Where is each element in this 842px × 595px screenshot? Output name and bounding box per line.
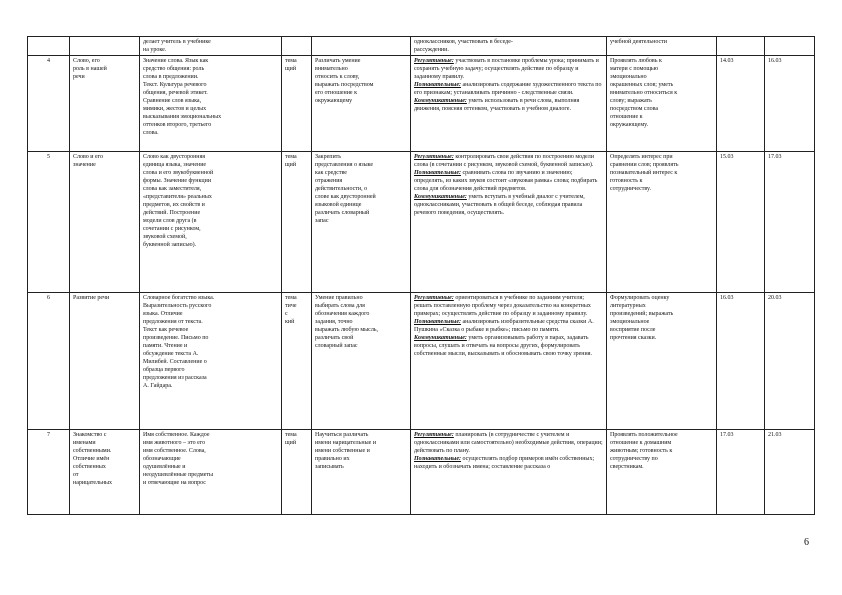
learning-action-label: Коммуникативные:: [414, 98, 467, 104]
table-row: [28, 293, 815, 430]
actual-date-cell: 17.03: [765, 152, 815, 293]
learning-action-text: контролировать свои действия по построению модели слова (в сочетании с рисунком, звуковой схемой, буквенной записью).: [414, 154, 594, 168]
learning-action-paragraph: [414, 97, 603, 113]
learning-action-paragraph: [414, 294, 603, 318]
table-row: [28, 37, 815, 56]
learning-action-text: уметь вступать в учебный диалог с учителем, одноклассниками, участвовать в общей беседе, соблюдая правила речевого поведения, осуществлять.: [414, 194, 585, 216]
lesson-type-cell: тема щий: [282, 152, 312, 293]
learning-action-text: участвовать в постановке проблемы урока; принимать и сохранять учебную задачу; осуществлять действие по образцу и заданному правилу.: [414, 58, 599, 80]
personal-results-cell: Определять интерес при сравнении слов; проявлять познавательный интерес к готовность к сотрудничеству.: [607, 152, 717, 293]
learning-action-label: Регулятивные:: [414, 154, 454, 160]
actual-date-cell: 16.03: [765, 56, 815, 152]
lesson-type-cell: тема щий: [282, 430, 312, 515]
learning-action-label: Познавательные:: [414, 319, 461, 325]
lesson-topic-cell: Слово и его значение: [70, 152, 140, 293]
learning-action-paragraph: [414, 193, 603, 217]
learning-action-label: Коммуникативные:: [414, 335, 467, 341]
learning-action-paragraph: [414, 153, 603, 169]
subject-skills-cell: Различать умение внимательно относить к слову, выражать посредством его отношение к окружающему: [312, 56, 411, 152]
actual-date-cell: 21.03: [765, 430, 815, 515]
learning-action-label: Познавательные:: [414, 170, 461, 176]
table-row: [28, 152, 815, 293]
lesson-type-cell: тема щий: [282, 56, 312, 152]
learning-action-text: уметь организовывать работу в парах, задавать вопросы, слушать и отвечать на вопросы других, формулировать собственные мысли, высказывать и обосновывать свою точку зрения.: [414, 335, 592, 357]
learning-action-label: Познавательные:: [414, 82, 461, 88]
learning-action-paragraph: [414, 318, 603, 334]
lesson-topic-cell: [70, 37, 140, 56]
learning-action-paragraph: [414, 57, 603, 81]
personal-results-cell: Формулировать оценку литературных произведений; выражать эмоциональное восприятие после прочтения сказки.: [607, 293, 717, 430]
learning-action-label: Коммуникативные:: [414, 194, 467, 200]
planned-date-cell: 14.03: [717, 56, 765, 152]
personal-results-cell: Проявлять положительное отношение к домашним животным; готовность к сотрудничеству по сверстникам.: [607, 430, 717, 515]
learning-actions-cell: [411, 56, 607, 152]
lesson-number-cell: [28, 37, 70, 56]
actual-date-cell: 20.03: [765, 293, 815, 430]
lesson-topic-cell: Знакомство с именами собственными. Отличие имён собственных от нарицательных: [70, 430, 140, 515]
lesson-number-cell: 7: [28, 430, 70, 515]
lesson-content-cell: Слово как двусторонняя единица языка, значение слова и его звукобуквенной формы. Значение функции слова как заместителя, «представителя» реальных предметов, их свойств и действий. Построение модели слов друга (в сочетании с рисунком, звуковой схемой, буквенной записью).: [140, 152, 282, 293]
lesson-type-cell: тема тиче с кий: [282, 293, 312, 430]
learning-actions-cell: [411, 430, 607, 515]
lesson-type-cell: [282, 37, 312, 56]
lesson-number-cell: 4: [28, 56, 70, 152]
lesson-topic-cell: Слово, его роль в нашей речи: [70, 56, 140, 152]
learning-action-label: Регулятивные:: [414, 432, 454, 438]
learning-actions-cell: [411, 293, 607, 430]
lesson-content-cell: Словарное богатство языка. Выразительность русского языка. Отличие предложения от текста. Текст как речевое произведение. Письмо по памяти. Чтение и обсуждение текста А. Милибей. Составление о образца первого предложения из рассказа А. Гайдара.: [140, 293, 282, 430]
actual-date-cell: [765, 37, 815, 56]
page-number: 6: [804, 537, 809, 548]
learning-action-text: сравнивать слова по звучанию и значению; определять, из каких звуков состоит «звуковая рамка» слова; подбирать слова для обозначения действий предметов.: [414, 170, 598, 192]
learning-action-label: Регулятивные:: [414, 295, 454, 301]
subject-skills-cell: Умение правильно выбирать слова для обозначения каждого задания, точно выражать любую мысль, различать свой словарный запас: [312, 293, 411, 430]
personal-results-cell: Проявлять любовь к матери с помощью эмоционально окрашенных слов; уметь внимательно относиться к слову; выражать посредством слова отношение к окружающему.: [607, 56, 717, 152]
planned-date-cell: 16.03: [717, 293, 765, 430]
learning-action-label: Познавательные:: [414, 456, 461, 462]
learning-action-text: осуществлять подбор примеров имён собственных; находить и обозначать имена; составление рассказа о: [414, 456, 595, 470]
learning-action-text: анализировать изобразительные средства сказки А. Пушкина «Сказка о рыбаке и рыбке»; письмо по памяти.: [414, 319, 594, 333]
table-row: [28, 56, 815, 152]
learning-action-paragraph: [414, 169, 603, 193]
lesson-content-cell: Имя собственное. Каждое имя животного – это его имя собственное. Слова, обозначающие одушевлённые и неодушевлённые предметы и отвечающие на вопрос: [140, 430, 282, 515]
learning-action-text: уметь использовать в речи слова, выполняя движения, поясняя оттенком, участвовать в учебном диалоге.: [414, 98, 580, 112]
lesson-number-cell: 5: [28, 152, 70, 293]
learning-action-text: анализировать содержание художественного текста по его признакам; устанавливать причинно - следственные связи.: [414, 82, 602, 96]
subject-skills-cell: Закрепить представления о языке как средстве отражения действительности, о слове как двусторонней языковой единице различать словарный запас: [312, 152, 411, 293]
planned-date-cell: 17.03: [717, 430, 765, 515]
planned-date-cell: [717, 37, 765, 56]
personal-results-cell: учебной деятельности: [607, 37, 717, 56]
learning-actions-cell: [411, 37, 607, 56]
planned-date-cell: 15.03: [717, 152, 765, 293]
learning-action-paragraph: [414, 38, 603, 54]
learning-action-text: одноклассников, участвовать в беседе- рассуждении.: [414, 39, 513, 53]
lesson-content-cell: Значение слова. Язык как средство общения: роль слова в предложении. Текст. Культура речевого общения, речевой этикет. Сравнение слов языка, мимики, жестов и целых высказывания эмоциональных оттенков второго, третьего слова.: [140, 56, 282, 152]
learning-action-paragraph: [414, 81, 603, 97]
subject-skills-cell: Научиться различать имени нарицательные и имени собственные и правильно их записывать: [312, 430, 411, 515]
learning-action-text: ориентироваться в учебнике по заданиям учителя; решать поставленную проблему через доказательство на конкретных примерах; осуществлять действие по образцу и заданному правилу.: [414, 295, 591, 317]
table-body: [28, 37, 815, 515]
learning-action-paragraph: [414, 455, 603, 471]
learning-action-label: Регулятивные:: [414, 58, 454, 64]
lesson-plan-table: [27, 36, 815, 515]
learning-action-text: планировать (в сотрудничестве с учителем и одноклассниками или самостоятельно) необходимые действия, операции; действовать по плану.: [414, 432, 603, 454]
learning-action-paragraph: [414, 334, 603, 358]
table-row: [28, 430, 815, 515]
learning-action-paragraph: [414, 431, 603, 455]
subject-skills-cell: [312, 37, 411, 56]
lesson-topic-cell: Развитие речи: [70, 293, 140, 430]
lesson-content-cell: делает учитель в учебнике на уроке.: [140, 37, 282, 56]
learning-actions-cell: [411, 152, 607, 293]
lesson-number-cell: 6: [28, 293, 70, 430]
